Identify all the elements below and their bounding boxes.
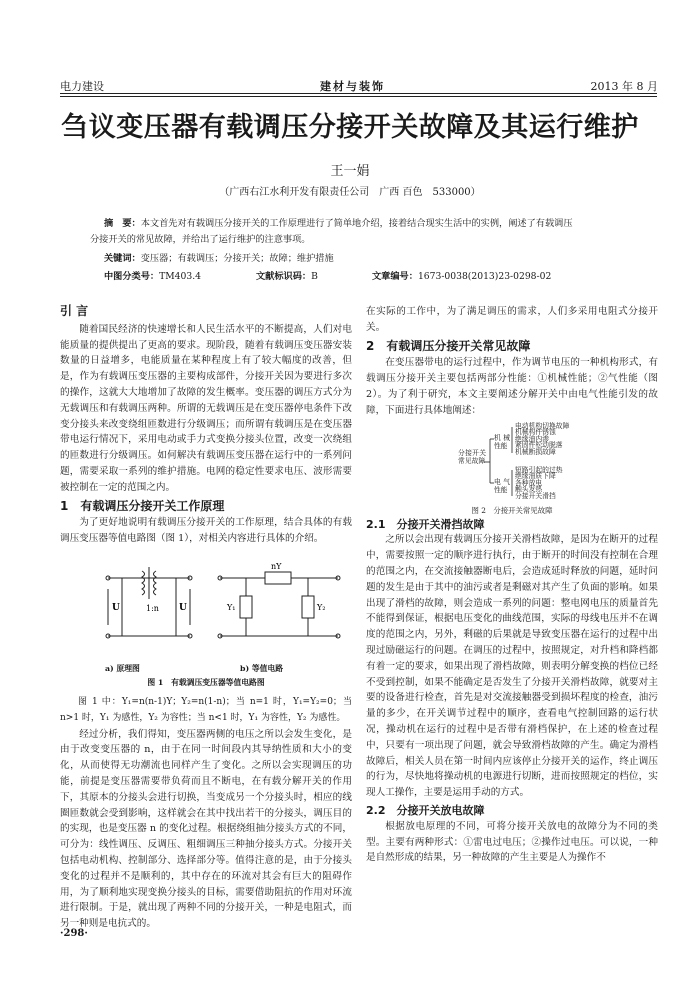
intro-paragraph: 随着国民经济的快速增长和人民生活水平的不断提高，人们对电能质量的提供提出了更高的要求。现阶段，随着有载调压变压器安装数量的日益增多，电能质量在某种程度上有了较大幅度的改善，但是，作为有载调压变压器的主要构成部件，分接开关因为要进行多次的操作，这就大大地增加了故障的发生概率。变压器的调压方式分为无载调压和有载调压两种。所谓的无载调压是在变压器停电条件下改变分接头来改变绕组匝数进行分级调压；而所谓有载调压是在变压器带电运行情况下，采用电动或手力式变换分接头位置，改变一次绕组的匝数进行分级调压。如何解决有载调压变压器在运行中的一系列问题，需要采取一系列的维护措施。电网的稳定性要求电压、波形需要被控制在一定的范围之内。 (60, 323, 352, 493)
figure2-tree-lines (366, 423, 658, 501)
figure2-caption: 图 2 分接开关常见故障 (471, 505, 553, 515)
abstract-line2: 分接开关的常见故障，并给出了运行维护的注意事项。 (90, 234, 311, 245)
header-rule-thin (60, 96, 657, 97)
section2-1-paragraph: 之所以会出现有载调压分接开关滑档故障，是因为在断开的过程中，需要按照一定的顺序进行执行，由于断开的时间没有控制在合理的范围之内，在交流接触器断电后，会造成延时释放的问题，延时问题的发生是由于其中的油污或者是剩磁对其产生了负面的影响。如果出现了滑档的故障，则会造成一系列的问题：整电网电压的质量首先不能得到保证，根据电压变化的曲线范围，实际的母线电压并不在调度的范围之内，另外，剩磁的后果就是导致变压器在运行的过程中出现过励磁运行的问题。在调压的过程中，按照规定，对升档和降档都有着一定的要求，如果出现了滑档故障，则表明分解变换的档位已经不受到控制，如果不能确定是否发生了分接开关滑档故障，就要对主要的设备进行检查，首先是对交流接触器受到损坏程度的检查，油污量的多少，在开关调节过程中的顺序，查看电气控制回路的运行状况，操动机在运行的过程中是否带有滑档保护，在上述的检查过程中，只要有一项出现了问题，就会导致滑档故障的产生。确定为滑档故障后，相关人员在第一时间内应该停止分接开关的运作，终止调压的行为，尽快地将操动机的电源进行切断，进而按照规定的档位，实现人工操作，主要是运用手动的方式。 (366, 534, 658, 799)
section2-heading: 2 有载调压分接开关常见故障 (366, 338, 531, 353)
figure1-note: 图 1 中：Y₁=n(n-1)Y；Y₂=n(1-n)；当 n=1 时，Y₁=Y₂=0；当 n>1 时，Y₁ 为感性，Y₂ 为容性；当 n<1 时，Y₁ 为容性，Y₂ 为感性。 (60, 696, 352, 723)
keywords-text: 变压器；有载调压；分接开关；故障；维护措施 (140, 253, 334, 264)
page-number: ·298· (60, 928, 88, 939)
svg-text:U: U (112, 602, 120, 613)
abstract (90, 216, 635, 248)
section1-paragraph1: 为了更好地说明有载调压分接开关的工作原理，结合具体的有载调压变压器等值电路图（图 1），对相关内容进行具体的介绍。 (60, 517, 352, 545)
article-number: 文章编号：1673-0038(2013)23-0298-02 (372, 271, 552, 282)
figure2 (366, 423, 658, 515)
fig2-elec-item: 触头发热 (515, 485, 543, 494)
document-code: 文献标识码：B (256, 271, 318, 282)
abstract-label: 摘 要： (104, 218, 141, 229)
figure1-diagram (60, 553, 352, 673)
left-column (60, 304, 352, 932)
right-column (366, 304, 658, 866)
figure2-elec-items (515, 467, 563, 500)
svg-text:nY: nY (271, 561, 282, 571)
section2-2-paragraph: 根据放电原理的不同，可将分接开关放电的故障分为不同的类型。主要有两种形式：①雷电过电压；②操作过电压。可以说，一种是自然形成的结果，另一种故障的产生主要是人为操作不 (366, 820, 658, 864)
fig2-elec-item: 各种放电 (515, 478, 543, 487)
intro-heading: 引 言 (60, 304, 89, 318)
section2-1-heading: 2.1 分接开关滑挡故障 (366, 517, 485, 531)
fig2-mech-item: 机械构件锈蚀 (515, 428, 556, 437)
abstract-line1: 本文首先对有载调压分接开关的工作原理进行了简单地介绍，接着结合现实生活中的实例，阐述了有载调压 (140, 218, 573, 229)
figure1-label-b: b) 等值电路 (240, 663, 284, 673)
resistor-switch-note: 在实际的工作中，为了满足调压的需求，人们多采用电阻式分接开关。 (366, 306, 658, 333)
figure2-elec-label: 电气性能 (494, 477, 510, 494)
keywords-label: 关键词： (104, 253, 141, 264)
author: 王一娟 (330, 164, 370, 179)
svg-text:U: U (179, 602, 187, 613)
fig2-mech-item: 紧固件松动脱落 (515, 441, 563, 450)
svg-text:1:n: 1:n (146, 603, 159, 613)
fig2-mech-item: 绝缘油内渗 (515, 434, 549, 443)
svg-text:Y₂: Y₂ (317, 602, 326, 612)
fig2-mech-item: 电动机构切换故障 (515, 421, 570, 430)
journal-name: 电力建设 (60, 80, 104, 93)
figure1-caption: 图 1 有载调压变压器等值电路图 (147, 677, 265, 687)
header-rule-thick (60, 93, 657, 94)
fig2-elec-item: 短路引起的过热 (515, 465, 563, 474)
fig2-elec-item: 绝缘油质下降 (515, 472, 556, 481)
figure2-mech-label: 机械性能 (494, 433, 510, 450)
keywords (104, 250, 644, 264)
svg-text:Y₁: Y₁ (227, 602, 236, 612)
issue-date: 2013 年 8 月 (590, 80, 658, 93)
figure2-root: 分接开关常见故障 (458, 448, 486, 465)
section2-paragraph1: 在变压器带电的运行过程中，作为调节电压的一种机构形式，有载调压分接开关主要包括两部分性能：①机械性能；②气性能（图 2）。为了利于研究，本文主要阐述分解开关中由电气性能引发的故障，下面进行具体地阐述： (366, 357, 658, 416)
fig2-mech-item: 机械断损故障 (515, 447, 556, 456)
fig2-elec-item: 分接开关滑挡 (515, 491, 556, 500)
figure1 (60, 553, 352, 695)
section1-paragraph2: 经过分析，我们得知，变压器两侧的电压之所以会发生变化，是由于改变变压器的 n，由于在同一时间段内其导纳性质和大小的变化，从而使得无功潮流也同样产生了变化。之所以会实现调压的功能，前提是变压器需要带负荷而且不断电，在有载分解开关的作用下，其原本的分接头会进行切换，当变成另一个分接头时，相应的线圈匝数就会受到影响，这样就会在其中找出若干的分接头，调压目的的实现，也是变压器 n 的变化过程。根据绕组抽分接头方式的不同，可分为：线性调压、反调压、粗细调压三种抽分接头方式。分接开关包括电动机构、控制部分、选择部分等。值得注意的是，由于分接头变化的过程并不是顺利的，其中存在的环流对其会有巨大的阻碍作用，为了顺利地实现变换分接头的目标，需要借助阻抗的作用对环流进行限制。于是，就出现了两种不同的分接开关，一种是电阻式，而另一种则是电抗式的。 (60, 728, 352, 930)
clc-number: 中图分类号：TM403.4 (104, 271, 201, 282)
journal-brand: 建材与装饰 (320, 80, 385, 93)
figure1-label-a: a) 原理图 (105, 663, 140, 673)
figure2-mech-items (515, 423, 569, 456)
affiliation: （广西右江水利开发有限责任公司 广西 百色 533000） (219, 187, 481, 198)
section1-heading: 1 有载调压分接开关工作原理 (60, 498, 225, 513)
section2-2-heading: 2.2 分接开关放电故障 (366, 803, 485, 817)
article-title: 刍议变压器有载调压分接开关故障及其运行维护 (61, 112, 639, 143)
